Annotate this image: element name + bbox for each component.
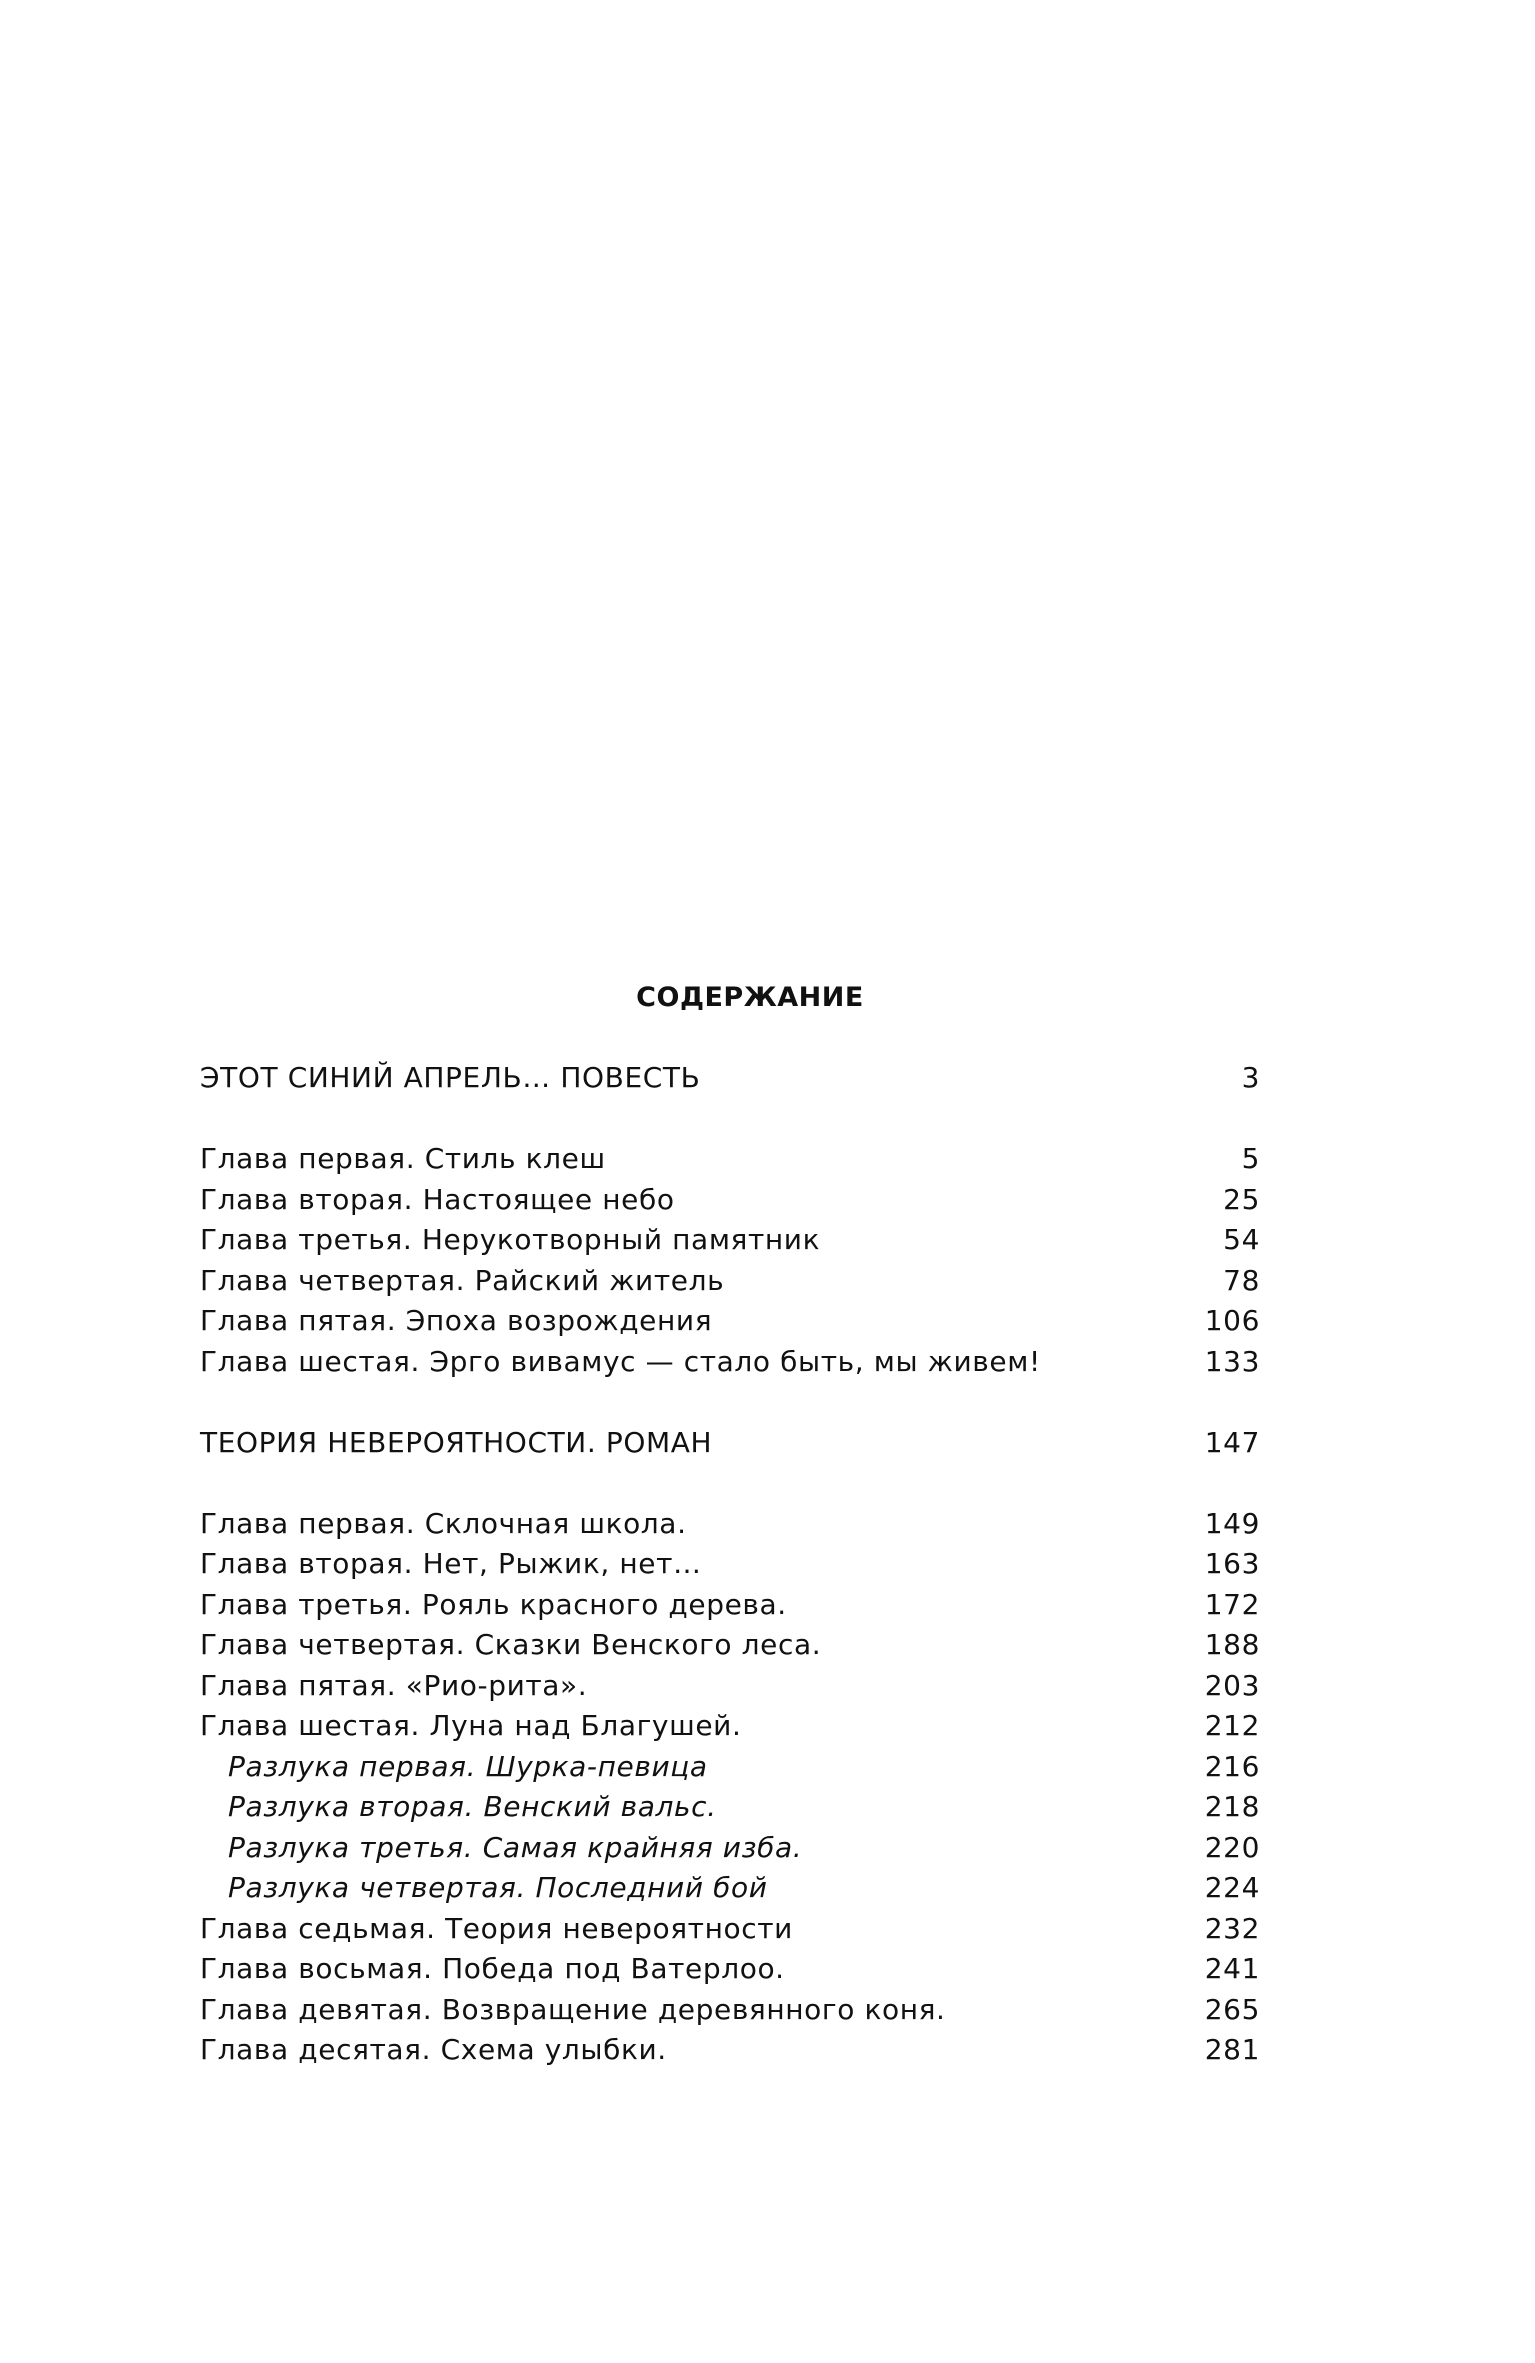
toc-entry: [200, 1625, 1260, 1666]
toc-page-number: 241: [1204, 1952, 1260, 1985]
toc-entry: [200, 1909, 1260, 1950]
toc-entry: [200, 1544, 1260, 1585]
toc-entry-label: Глава третья. Нерукотворный памятник: [200, 1223, 821, 1256]
toc-entry-label: Глава первая. Стиль клеш: [200, 1142, 606, 1175]
toc-page-number: 218: [1204, 1790, 1260, 1823]
toc-part-label: ЭТОТ СИНИЙ АПРЕЛЬ… ПОВЕСТЬ: [200, 1061, 701, 1094]
toc-entry-label: Глава шестая. Луна над Благушей.: [200, 1709, 742, 1742]
toc-subentry-label: Разлука четвертая. Последний бой: [228, 1871, 768, 1904]
toc-subentry-label: Разлука третья. Самая крайняя изба.: [228, 1830, 803, 1864]
toc-subentry-label: Разлука вторая. Венский вальс.: [228, 1790, 717, 1823]
toc-entry-label: Глава вторая. Нет, Рыжик, нет…: [200, 1547, 702, 1580]
table-of-contents: [200, 978, 1260, 2111]
toc-entry-label: Глава четвертая. Райский житель: [200, 1263, 725, 1297]
toc-page-number: 106: [1204, 1304, 1260, 1337]
toc-subentry: [200, 1747, 1260, 1788]
toc-part-label: ТЕОРИЯ НЕВЕРОЯТНОСТИ. РОМАН: [200, 1425, 713, 1459]
toc-entry-label: Глава вторая. Настоящее небо: [200, 1182, 675, 1216]
toc-page-number: 54: [1223, 1223, 1260, 1256]
toc-entry-label: Глава пятая. Эпоха возрождения: [200, 1304, 713, 1337]
toc-page-number: 172: [1204, 1587, 1260, 1621]
toc-page-number: 212: [1204, 1709, 1260, 1742]
toc-entry: [200, 1301, 1260, 1342]
toc-entry: [200, 1990, 1260, 2031]
toc-entry: [200, 1261, 1260, 1302]
toc-entry: [200, 1220, 1260, 1261]
toc-entry-label: Глава шестая. Эрго вивамус — стало быть, мы живем!: [200, 1344, 1041, 1378]
toc-part-heading: [200, 1423, 1260, 1464]
toc-subentry: [200, 1787, 1260, 1828]
toc-page-number: 78: [1223, 1263, 1260, 1297]
toc-entry-label: Глава девятая. Возвращение деревянного коня.: [200, 1992, 946, 2026]
toc-page-number: 163: [1204, 1547, 1260, 1580]
toc-page-number: 281: [1204, 2033, 1260, 2066]
toc-page-number: 220: [1204, 1830, 1260, 1864]
toc-entry: [200, 1585, 1260, 1626]
toc-entry: [200, 1706, 1260, 1747]
toc-page-number: 216: [1204, 1749, 1260, 1783]
toc-entry: [200, 2030, 1260, 2071]
toc-page-number: 147: [1204, 1425, 1260, 1459]
toc-page-number: 232: [1204, 1911, 1260, 1945]
toc-page-number: 203: [1204, 1668, 1260, 1702]
toc-page-number: 149: [1204, 1506, 1260, 1540]
toc-entry-label: Глава восьмая. Победа под Ватерлоо.: [200, 1952, 785, 1985]
toc-entry: [200, 1342, 1260, 1383]
toc-subentry-label: Разлука первая. Шурка-певица: [228, 1749, 708, 1783]
toc-entry-label: Глава третья. Рояль красного дерева.: [200, 1587, 787, 1621]
toc-entry: [200, 1949, 1260, 1990]
toc-subentry: [200, 1828, 1260, 1869]
toc-page-number: 3: [1241, 1061, 1260, 1094]
page-title: СОДЕРЖАНИЕ: [636, 982, 864, 1013]
toc-entry: [200, 1139, 1260, 1180]
toc-chapter-list: [200, 1504, 1260, 2071]
toc-entry-label: Глава десятая. Схема улыбки.: [200, 2033, 667, 2066]
toc-page-number: 188: [1204, 1628, 1260, 1661]
toc-page-number: 25: [1223, 1182, 1260, 1216]
toc-page-number: 265: [1204, 1992, 1260, 2026]
toc-entry-label: Глава седьмая. Теория невероятности: [200, 1911, 793, 1945]
toc-entry-label: Глава пятая. «Рио-рита».: [200, 1668, 588, 1702]
toc-entry-label: Глава четвертая. Сказки Венского леса.: [200, 1628, 822, 1661]
toc-subentry: [200, 1868, 1260, 1909]
toc-chapter-list: [200, 1139, 1260, 1382]
toc-page-number: 5: [1241, 1142, 1260, 1175]
toc-page-number: 224: [1204, 1871, 1260, 1904]
toc-part-heading: [200, 1058, 1260, 1099]
toc-entry: [200, 1504, 1260, 1545]
toc-entry-label: Глава первая. Склочная школа.: [200, 1506, 687, 1540]
toc-entry: [200, 1180, 1260, 1221]
toc-page-number: 133: [1204, 1344, 1260, 1378]
toc-entry: [200, 1666, 1260, 1707]
